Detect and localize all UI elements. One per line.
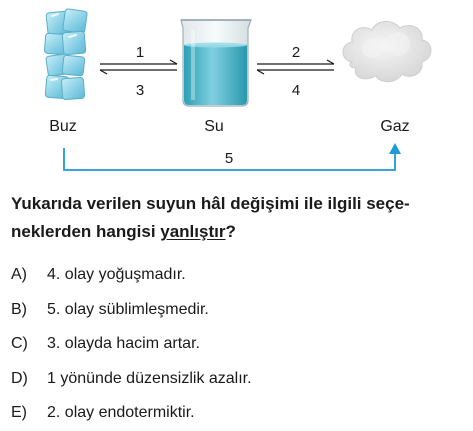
beaker-icon: [181, 20, 251, 106]
arrow-label-2: 2: [291, 44, 301, 61]
option-e[interactable]: [11, 396, 466, 431]
option-text: 3. olayda hacim artar.: [47, 335, 200, 353]
cloud-icon: [343, 21, 431, 81]
arrow-label-4: 4: [291, 82, 301, 99]
option-d[interactable]: [11, 362, 466, 397]
state-label-solid: Buz: [49, 118, 77, 135]
state-label-liquid: Su: [204, 118, 224, 135]
option-text: 5. olay süblimleşmedir.: [47, 300, 209, 318]
arrow-pair-liquid-gas: [257, 60, 334, 74]
option-letter: D): [11, 369, 28, 387]
arrow-label-1: 1: [135, 44, 145, 61]
option-b[interactable]: [11, 293, 466, 328]
answer-options: [11, 258, 466, 431]
option-letter: C): [11, 335, 28, 353]
ice-cubes-icon: [44, 9, 87, 100]
state-label-gas: Gaz: [380, 118, 410, 135]
option-letter: E): [11, 404, 27, 422]
question-text: [11, 190, 466, 246]
option-a[interactable]: [11, 258, 466, 293]
option-text: 2. olay endotermiktir.: [47, 404, 195, 422]
question-emphasis: yanlıştır: [160, 222, 226, 241]
option-text: 4. olay yoğuşmadır.: [47, 266, 186, 283]
arrow-pair-solid-liquid: [100, 60, 177, 74]
question-mark: ?: [225, 222, 236, 241]
option-c[interactable]: [11, 327, 466, 362]
state-change-diagram: [0, 0, 473, 185]
question-stem: Yukarıda verilen suyun hâl değişimi ile ilgili seçe-neklerden hangisi: [11, 194, 410, 241]
option-text: 1 yönünde düzensizlik azalır.: [47, 369, 252, 387]
arrow-label-5: 5: [224, 150, 234, 167]
option-letter: B): [11, 300, 27, 318]
arrow-label-3: 3: [135, 82, 145, 99]
option-letter: A): [11, 266, 27, 283]
